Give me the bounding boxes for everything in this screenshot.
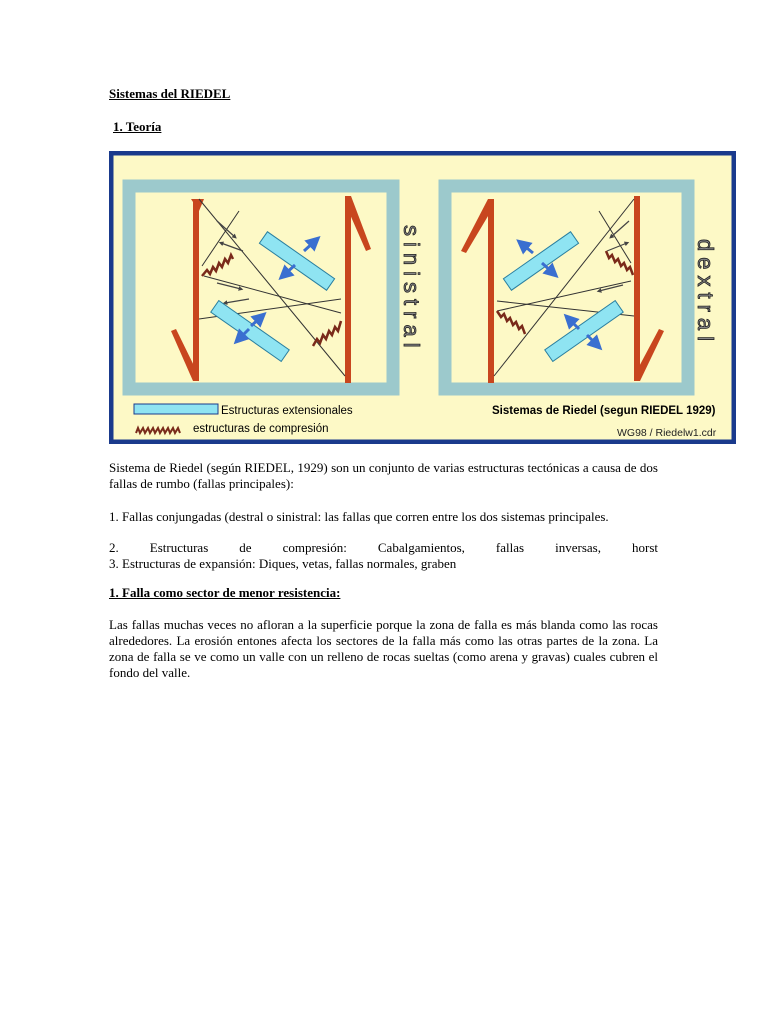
- list-item-1: 1. Fallas conjungadas (destral o sinistral: las fallas que corren entre los dos sistemas principales.: [109, 509, 609, 524]
- legend-compression-label: estructuras de compresión: [193, 423, 329, 435]
- intro-paragraph: Sistema de Riedel (según RIEDEL, 1929) son un conjunto de varias estructuras tectónicas a causa de dos fallas de rumbo (fallas principales):: [109, 460, 658, 491]
- sinistral-label: sinistral: [399, 225, 424, 354]
- legend-extensional-swatch: [134, 404, 218, 414]
- main-fault-right: [345, 196, 351, 383]
- legend-extensional-label: Estructuras extensionales: [221, 405, 353, 417]
- dextral-label: dextral: [693, 239, 718, 348]
- main-fault-left: [193, 199, 199, 381]
- figure-credit: WG98 / Riedelw1.cdr: [617, 427, 717, 439]
- main-fault-left: [488, 199, 494, 383]
- document-title: Sistemas del RIEDEL: [109, 86, 231, 101]
- section-heading-falla: 1. Falla como sector de menor resistencia:: [109, 585, 341, 600]
- list-item-3: 3. Estructuras de expansión: Diques, vetas, fallas normales, graben: [109, 556, 457, 571]
- section-heading-teoria: 1. Teoría: [113, 119, 162, 134]
- section2-paragraph: Las fallas muchas veces no afloran a la superficie porque la zona de falla es más blanda como las rocas alrededores. La erosión entones afecta los sectores de la falla más como las otras partes de la zona. La zona de falla se ve como un valle con un relleno de rocas sueltas (como arena y gravas) cuales cubren el fondo del valle.: [109, 617, 658, 680]
- figure-caption: Sistemas de Riedel (segun RIEDEL 1929): [492, 405, 716, 417]
- riedel-diagram: [109, 151, 736, 444]
- main-fault-right: [634, 196, 640, 381]
- list-item-2: 2. Estructuras de compresión: Cabalgamientos, fallas inversas, horst: [109, 540, 658, 555]
